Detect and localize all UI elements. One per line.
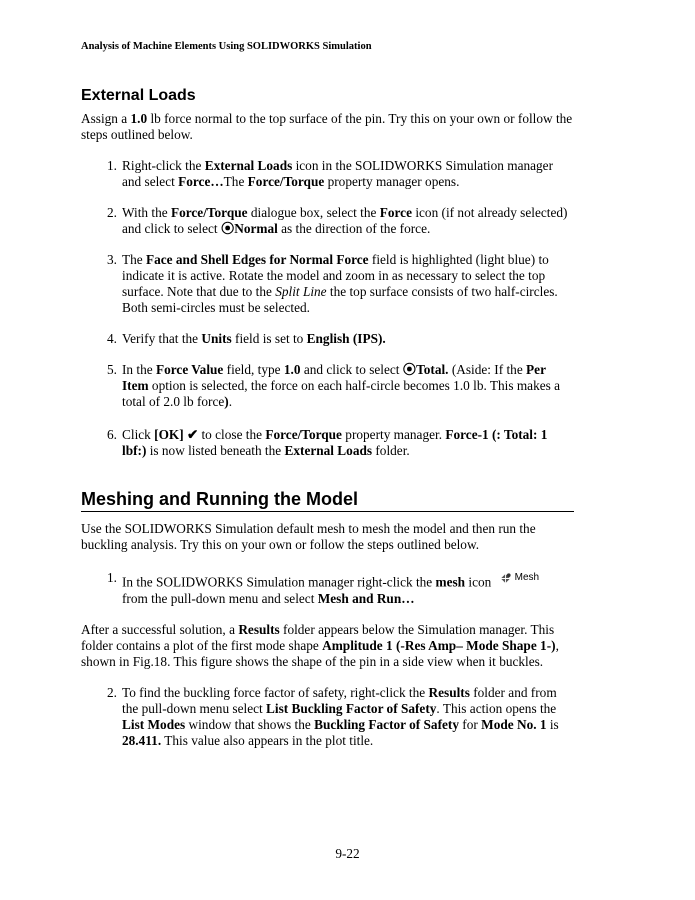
step-text: The Face and Shell Edges for Normal Force field is highlighted (light blue) to indicate it is active. Rotate the model and zoom in as necessary to select the top surface. Note that due to the Split Line the top surface consists of two half-circles. Both semi-circles must be selected. — [122, 252, 558, 315]
section-heading-meshing: Meshing and Running the Model — [81, 489, 358, 509]
step-text: Verify that the Units field is set to English (IPS). — [122, 331, 386, 346]
meshing-intro: Use the SOLIDWORKS Simulation default mesh to mesh the model and then run the buckling analysis. Try this on your own or follow the steps outlined below. — [81, 521, 536, 552]
step-text: In the Force Value field, type 1.0 and click to select ⦿Total. (Aside: If the Per Item option is selected, the force on each half-circle becomes 1.0 lb. This makes a total of 2.0 lb force). — [122, 362, 561, 409]
mesh-icon — [499, 570, 539, 586]
after-solution-paragraph: After a successful solution, a Results folder appears below the Simulation manager. This folder contains a plot of the first mode shape Amplitude 1 (-Res Amp– Mode Shape 1-), shown in Fig.18. This figure shows the shape of the pin in a side view when it buckles. — [81, 622, 559, 669]
step-number: 4. — [107, 331, 117, 346]
mesh-icon-label: Mesh — [514, 572, 540, 583]
external-loads-intro: Assign a 1.0 lb force normal to the top surface of the pin. Try this on your own or follow the steps outlined below. — [81, 111, 573, 142]
step-text: With the Force/Torque dialogue box, select the Force icon (if not already selected) and click to select ⦿Normal as the direction of the force. — [122, 205, 568, 236]
step-text: To find the buckling force factor of safety, right-click the Results folder and from the pull-down menu select List Buckling Factor of Safety. This action opens the List Modes window that shows the Buckling Factor of Safety for Mode No. 1 is 28.411. This value also appears in the plot title. — [122, 685, 559, 748]
step-number: 6. — [107, 427, 117, 442]
step-number: 3. — [107, 252, 117, 267]
step-number: 2. — [107, 685, 117, 700]
running-header: Analysis of Machine Elements Using SOLIDWORKS Simulation — [81, 41, 372, 52]
section-heading-external-loads: External Loads — [81, 87, 196, 104]
step-text: In the SOLIDWORKS Simulation manager right-click the mesh icon Mesh from the pull-down menu and select Mesh and Run… — [122, 572, 540, 606]
step-number: 5. — [107, 362, 117, 377]
step-number: 1. — [107, 158, 117, 173]
step-number: 2. — [107, 205, 117, 220]
step-text: Right-click the External Loads icon in the SOLIDWORKS Simulation manager and select Force…The Force/Torque property manager opens. — [122, 158, 553, 189]
step-number: 1. — [107, 570, 117, 585]
step-text: Click [OK] ✔ to close the Force/Torque property manager. Force-1 (: Total: 1 lbf:) is now listed beneath the External Loads folder. — [122, 427, 548, 458]
page-number: 9-22 — [335, 846, 360, 861]
heading-rule — [81, 511, 574, 512]
